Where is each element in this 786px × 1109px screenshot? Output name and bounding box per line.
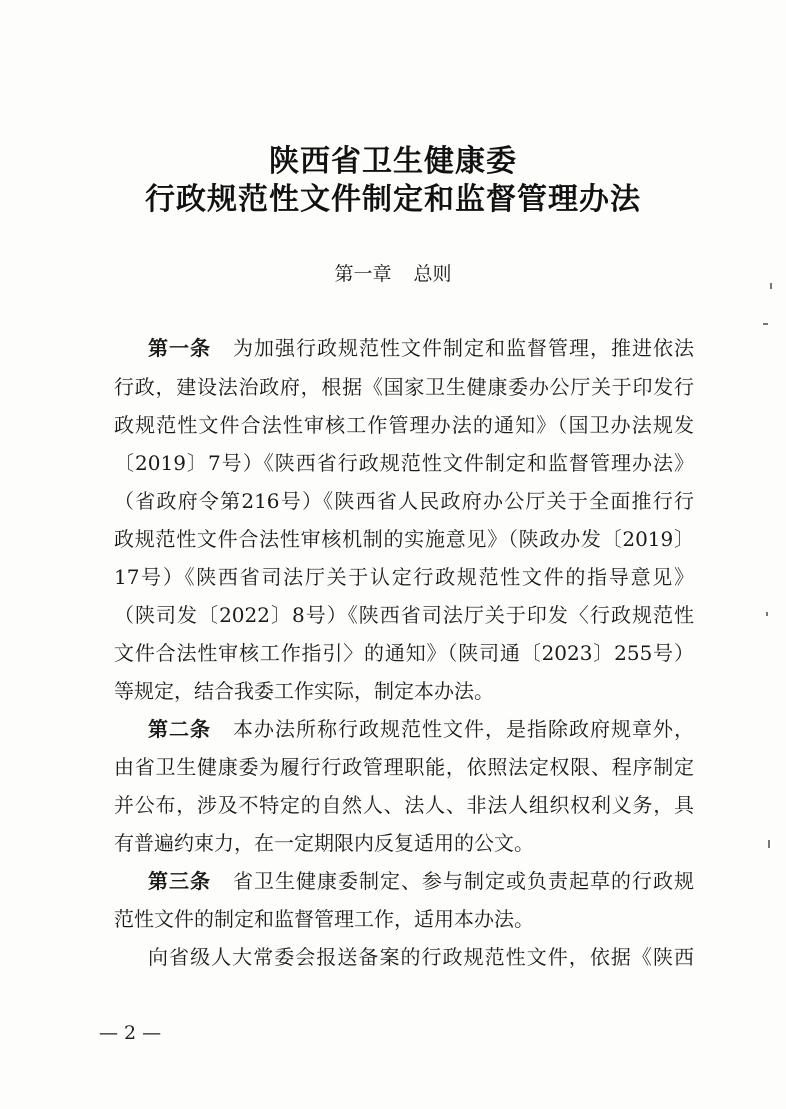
article-1-label: 第一条	[148, 336, 211, 360]
chapter-heading	[0, 259, 786, 286]
scan-mark	[770, 283, 772, 289]
article-3-label: 第三条	[148, 869, 211, 893]
scan-mark	[768, 840, 770, 848]
scan-mark	[763, 323, 768, 325]
article-3-line-2: 范性文件的制定和监督管理工作，适用本办法。	[114, 907, 534, 931]
article-1-line-9: 文件合法性审核工作指引〉的通知》（陕司通〔2023〕255号）	[114, 641, 694, 665]
document-title-line-2: 行政规范性文件制定和监督管理办法	[145, 182, 641, 217]
article-2-text-1: 本办法所称行政规范性文件，是指除政府规章外，	[233, 717, 694, 741]
article-1-line-8: （陕司发〔2022〕8号）《陕西省司法厅关于印发〈行政规范性	[114, 603, 694, 627]
article-2-line-4: 有普遍约束力，在一定期限内反复适用的公文。	[114, 831, 534, 855]
article-1-line-2: 行政，建设法治政府，根据《国家卫生健康委办公厅关于印发行	[114, 375, 694, 399]
article-1-line-1	[148, 334, 694, 362]
article-1-line-10: 等规定，结合我委工作实际，制定本办法。	[114, 679, 494, 703]
article-2-line-1	[148, 715, 694, 743]
article-1-line-3: 政规范性文件合法性审核工作管理办法的通知》（国卫办法规发	[114, 413, 694, 437]
article-2-line-3: 并公布，涉及不特定的自然人、法人、非法人组织权利义务，具	[114, 793, 694, 817]
article-1-line-4: 〔2019〕7号）《陕西省行政规范性文件制定和监督管理办法》	[114, 451, 694, 475]
page-number: — 2 —	[99, 1022, 162, 1044]
article-1-line-5: （省政府令第216号）《陕西省人民政府办公厅关于全面推行行	[114, 489, 694, 513]
document-title-line-1: 陕西省卫生健康委	[269, 144, 517, 179]
article-1-text-1: 为加强行政规范性文件制定和监督管理，推进依法	[233, 336, 694, 360]
article-3-line-3: 向省级人大常委会报送备案的行政规范性文件，依据《陕西	[148, 945, 694, 969]
article-3-line-1	[148, 867, 694, 895]
article-2-label: 第二条	[148, 717, 211, 741]
article-1-line-7: 17号）《陕西省司法厅关于认定行政规范性文件的指导意见》	[114, 565, 694, 589]
article-1-line-6: 政规范性文件合法性审核机制的实施意见》（陕政办发〔2019〕	[114, 527, 694, 551]
article-3-text-1: 省卫生健康委制定、参与制定或负责起草的行政规	[233, 869, 694, 893]
scan-mark	[766, 612, 768, 616]
chapter-name: 总则	[413, 263, 452, 285]
article-2-line-2: 由省卫生健康委为履行行政管理职能，依照法定权限、程序制定	[114, 755, 694, 779]
chapter-label: 第一章	[334, 263, 392, 285]
